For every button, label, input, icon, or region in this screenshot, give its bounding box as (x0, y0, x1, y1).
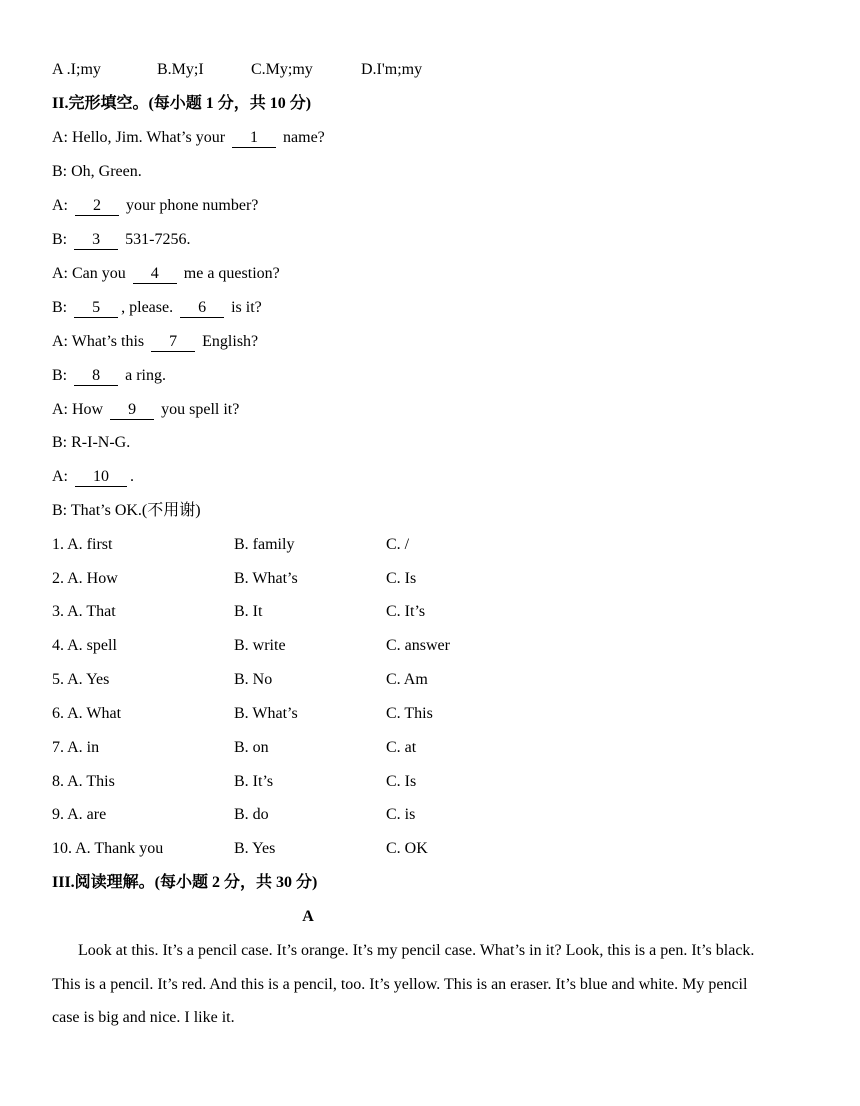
dialogue-line-2: B: Oh, Green. (52, 163, 142, 180)
dialogue-line-11: A: 10 . (52, 468, 134, 485)
blank-3: 3 (74, 231, 118, 250)
option-d: D.I'm;my (361, 61, 423, 78)
passage-line: This is a pencil. It’s red. And this is a pencil, too. It’s yellow. This is an eraser. It’s blue and white. My pencil (52, 976, 748, 993)
passage-line: Look at this. It’s a pencil case. It’s orange. It’s my pencil case. What’s in it? Look, this is a pen. It’s black. (78, 942, 755, 959)
dialogue-line-12: B: That’s OK.(不用谢) (52, 502, 201, 519)
dialogue-line-8: B: 8 a ring. (52, 367, 166, 384)
dialogue-line-6: B: 5 , please. 6 is it? (52, 299, 262, 316)
blank-9: 9 (110, 401, 154, 420)
blank-4: 4 (133, 265, 177, 284)
exam-page: A .I;my B.My;I C.My;my D.I'm;my II.完形填空。(每小题 1 分，共 10 分) A: Hello, Jim. What’s your 1 name? B: Oh, Green. A: 2 your phone number? B: 3 531-7256. A: Can you 4 me a question? B: 5 , please. 6 is it? A: What’s this 7 English? B: 8 a ring. A: How 9 you spell it? B: R-I-N-G. A: 10 . B: That’s OK.(不用谢) 1. A. first B. family C. / 2. A. How B. What’s C. Is 3. A. That B. It C. It’s 4. A. spell B. write C. answer 5. A. Yes B. No C. Am 6. A. What B. What’s C. This 7. A. in B. on C. at 8. A. This B. It’s C. Is 9. A. are B. do C. is 10. A. Thank you B. Yes C. OK III.阅读理解。(每小题 2 分，共 30 分) A Look at this. It’s a pencil case. It’s orange. It’s my pencil case. What’s in it? Look, this is a pen. It’s black. This is a pencil. It’s red. And this is a pencil, too. It’s yellow. This is an eraser. It’s blue and white. My pencil case is big and nice. I like it. (0, 0, 860, 1106)
blank-7: 7 (151, 333, 195, 352)
dialogue-line-10: B: R-I-N-G. (52, 434, 131, 451)
section3-heading: III.阅读理解。(每小题 2 分，共 30 分) (52, 874, 318, 891)
dialogue-line-9: A: How 9 you spell it? (52, 401, 240, 418)
option-c: C.My;my (251, 61, 313, 78)
option-b: B.My;I (157, 61, 204, 78)
blank-1: 1 (232, 129, 276, 148)
option-a: A .I;my (52, 61, 101, 78)
dialogue-line-1: A: Hello, Jim. What’s your 1 name? (52, 129, 325, 146)
passage-label: A (302, 908, 314, 925)
dialogue-line-3: A: 2 your phone number? (52, 197, 259, 214)
dialogue-line-7: A: What’s this 7 English? (52, 333, 259, 350)
blank-5: 5 (74, 299, 118, 318)
blank-10: 10 (75, 468, 127, 487)
blank-8: 8 (74, 367, 118, 386)
dialogue-line-5: A: Can you 4 me a question? (52, 265, 280, 282)
passage-line: case is big and nice. I like it. (52, 1009, 235, 1026)
blank-6: 6 (180, 299, 224, 318)
dialogue-line-4: B: 3 531-7256. (52, 231, 191, 248)
blank-2: 2 (75, 197, 119, 216)
section2-heading: II.完形填空。(每小题 1 分，共 10 分) (52, 95, 312, 112)
